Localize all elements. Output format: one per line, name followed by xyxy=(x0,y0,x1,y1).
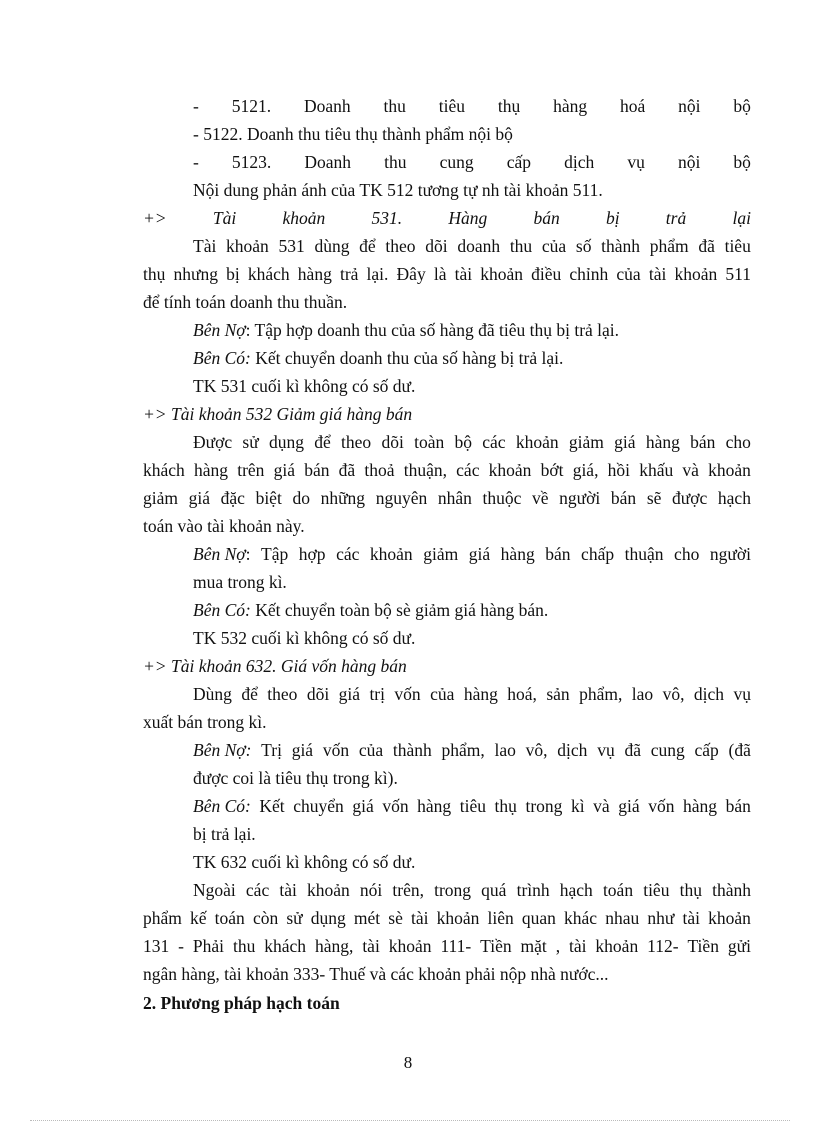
word: các xyxy=(456,460,480,480)
word: khách xyxy=(264,936,307,956)
word: giảm xyxy=(423,544,459,564)
balance-note-632: TK 632 cuối kì không có số dư. xyxy=(193,852,416,872)
text-line-tk512: Nội dung phản ánh của TK 512 tương tự nh tài khoản 511. xyxy=(193,180,603,200)
paragraph-line: để tính toán doanh thu thuần. xyxy=(143,292,348,312)
word: giảm xyxy=(568,432,604,452)
word: - xyxy=(178,936,184,956)
word: đã xyxy=(624,740,641,760)
word: phẩm xyxy=(649,236,689,256)
word: vốn xyxy=(382,796,409,816)
word: của xyxy=(541,236,567,256)
debit-entry-531 xyxy=(193,320,751,340)
word: hoá xyxy=(620,96,646,116)
word: khoản xyxy=(369,544,413,564)
paragraph-line: toán vào tài khoản này. xyxy=(143,516,305,536)
word: như xyxy=(647,908,675,928)
word: kế xyxy=(190,908,207,928)
word: dõi xyxy=(425,236,448,256)
word: hạch xyxy=(717,488,751,508)
credit-text: Kết chuyển toàn bộ sè giảm giá hàng bán. xyxy=(250,600,549,620)
word: để xyxy=(241,684,258,704)
word: nhưng xyxy=(173,264,218,284)
word: Hàng xyxy=(448,208,488,228)
word: biệt xyxy=(255,488,282,508)
word: bán xyxy=(690,432,716,452)
credit-text: Kết chuyển doanh thu của số hàng bị trả lại. xyxy=(250,348,564,368)
word: khách xyxy=(143,460,185,480)
word: hợp xyxy=(298,544,326,564)
word: Được xyxy=(193,432,233,452)
word: để xyxy=(359,236,376,256)
word: phẩm xyxy=(143,908,182,928)
paragraph-line xyxy=(193,684,751,704)
word: giá xyxy=(468,544,491,564)
paragraph-line xyxy=(143,264,751,284)
balance-note-532: TK 532 cuối kì không có số dư. xyxy=(193,628,416,648)
word: khoản xyxy=(488,460,532,480)
word: giá xyxy=(614,432,636,452)
word: Tiền xyxy=(687,936,719,956)
word: khoản xyxy=(306,880,350,900)
word: dõi xyxy=(381,432,404,452)
debit-label: Bên Nợ xyxy=(193,320,246,340)
word: thụ xyxy=(679,880,702,900)
word: trình xyxy=(516,880,550,900)
word: giảm xyxy=(143,488,178,508)
word: hàng xyxy=(683,796,718,816)
word: sản xyxy=(546,684,570,704)
heading-tk531 xyxy=(143,208,751,228)
paragraph-line xyxy=(143,460,751,480)
word: vốn xyxy=(648,796,675,816)
word: giá xyxy=(352,796,374,816)
credit-entry-531 xyxy=(193,348,751,368)
word: hàng, xyxy=(314,936,354,956)
word: người xyxy=(559,488,601,508)
word: thành xyxy=(392,740,432,760)
text-line-5123 xyxy=(193,152,751,172)
word: Kết xyxy=(259,796,285,816)
paragraph-line xyxy=(143,908,751,928)
word: 531 xyxy=(278,236,305,256)
word: vụ xyxy=(733,684,751,704)
word: vốn xyxy=(394,684,421,704)
word: tiêu xyxy=(459,796,486,816)
word: cấp xyxy=(694,740,719,760)
paragraph-line: mua trong kì. xyxy=(193,572,287,592)
word: hàng xyxy=(500,544,535,564)
word: tiêu xyxy=(438,96,465,116)
word: thu xyxy=(509,236,533,256)
word: tài xyxy=(682,908,700,928)
word: tài xyxy=(362,936,380,956)
word: vụ xyxy=(627,152,645,172)
heading-tk632: +> Tài khoản 632. Giá vốn hàng bán xyxy=(143,656,407,676)
debit-label-group xyxy=(193,544,250,564)
paragraph-line xyxy=(143,488,751,508)
word: trong xyxy=(434,880,472,900)
word: vô, xyxy=(525,740,548,760)
word: được xyxy=(672,488,708,508)
word: dụng xyxy=(268,432,304,452)
word: lao xyxy=(494,740,516,760)
word: những xyxy=(320,488,366,508)
word: các xyxy=(336,544,360,564)
word: bộ xyxy=(733,152,751,172)
word: hoá, xyxy=(507,684,537,704)
word: Phải xyxy=(192,936,225,956)
word: lại xyxy=(732,208,751,228)
word: - xyxy=(193,152,199,172)
heading-tk532: +> Tài khoản 532 Giảm giá hàng bán xyxy=(143,404,413,424)
word: giá xyxy=(273,460,295,480)
word: Tài xyxy=(212,208,237,228)
word: khoản xyxy=(226,236,269,256)
word: thu xyxy=(383,96,406,116)
word: vô, xyxy=(662,684,685,704)
debit-text: : Tập hợp doanh thu của số hàng đã tiêu thụ bị trả lại. xyxy=(245,320,620,340)
word: 112- xyxy=(647,936,679,956)
word: về xyxy=(532,488,549,508)
word: quan xyxy=(521,908,556,928)
word: của xyxy=(430,684,455,704)
word: đã xyxy=(338,460,356,480)
word: thành xyxy=(712,880,751,900)
word: phẩm, xyxy=(441,740,485,760)
text-line-5121 xyxy=(193,96,751,116)
word: thu xyxy=(232,936,256,956)
word: cung xyxy=(439,152,474,172)
word: của xyxy=(616,264,641,284)
word: thuộc xyxy=(482,488,522,508)
word: 511 xyxy=(725,264,751,284)
word: giá xyxy=(188,488,211,508)
word: hồi xyxy=(607,460,631,480)
word: Tài xyxy=(193,236,217,256)
word: , xyxy=(555,936,561,956)
word: hàng xyxy=(553,96,588,116)
word: phẩm, xyxy=(579,684,623,704)
word: khoản xyxy=(708,908,751,928)
word: hàng xyxy=(417,796,452,816)
word: vốn xyxy=(322,740,350,760)
paragraph-line: xuất bán trong kì. xyxy=(143,712,267,732)
word: liên xyxy=(487,908,514,928)
word: điều xyxy=(531,264,562,284)
word: khoản xyxy=(480,264,523,284)
word: chuyển xyxy=(293,796,344,816)
credit-entry-632 xyxy=(193,796,751,816)
word: và xyxy=(682,460,699,480)
credit-entry-532 xyxy=(193,600,751,620)
word: thụ xyxy=(494,796,517,816)
paragraph-line: được coi là tiêu thụ trong kì). xyxy=(193,768,398,788)
word: trả xyxy=(665,208,687,228)
word: cho xyxy=(674,544,700,564)
word: trên, xyxy=(392,880,424,900)
word: bán xyxy=(533,208,560,228)
word: thụ xyxy=(143,264,166,284)
paragraph-line xyxy=(143,936,751,956)
word: mặt xyxy=(520,936,547,956)
word: Dùng xyxy=(193,684,232,704)
word: thành xyxy=(601,236,641,256)
word: nói xyxy=(359,880,383,900)
word: tài xyxy=(410,908,429,928)
word: nhau xyxy=(605,908,640,928)
word: hàng xyxy=(193,460,229,480)
word: Ngoài xyxy=(193,880,236,900)
word: - xyxy=(193,96,199,116)
word: bị xyxy=(226,264,240,284)
word: toàn xyxy=(414,432,445,452)
balance-note-531: TK 531 cuối kì không có số dư. xyxy=(193,376,416,396)
word: tài xyxy=(454,264,473,284)
word: khoản xyxy=(282,208,326,228)
word: khác xyxy=(564,908,598,928)
footer-divider xyxy=(30,1120,790,1121)
word: trị xyxy=(369,684,385,704)
word: 5123. xyxy=(231,152,272,172)
word: (đã xyxy=(728,740,751,760)
paragraph-line xyxy=(193,432,751,452)
word: Doanh xyxy=(303,96,351,116)
word: hàng xyxy=(463,684,498,704)
word: tiêu xyxy=(724,236,751,256)
word: trả xyxy=(339,264,359,284)
word: khoản xyxy=(436,908,480,928)
word: các xyxy=(245,880,270,900)
word: Tập xyxy=(261,544,289,564)
word: trong xyxy=(525,796,563,816)
word: lại. xyxy=(366,264,389,284)
word: vụ xyxy=(597,740,615,760)
word: +> xyxy=(143,208,167,228)
word: nhân xyxy=(437,488,472,508)
word: thoả xyxy=(364,460,395,480)
word: 131 xyxy=(143,936,170,956)
word: dịch xyxy=(564,152,595,172)
word: nội xyxy=(678,96,701,116)
word: bộ xyxy=(454,432,472,452)
word: trên xyxy=(237,460,265,480)
word: Trị xyxy=(261,740,282,760)
word: sè xyxy=(388,908,403,928)
word: bộ xyxy=(733,96,751,116)
word: khoản xyxy=(388,936,432,956)
word: theo xyxy=(267,684,298,704)
word: thụ xyxy=(497,96,521,116)
word: thuận, xyxy=(403,460,447,480)
word: hạch xyxy=(559,880,593,900)
word: tài xyxy=(279,880,297,900)
word: sử xyxy=(242,432,259,452)
credit-label: Bên Có: xyxy=(193,796,251,816)
word: còn xyxy=(252,908,279,928)
word: dõi xyxy=(306,684,330,704)
word: khấu xyxy=(639,460,674,480)
credit-label: Bên Có: xyxy=(193,348,251,368)
debit-entry-532 xyxy=(193,544,751,564)
word: tiêu xyxy=(643,880,670,900)
word: cấp xyxy=(506,152,532,172)
word: đặc xyxy=(220,488,245,508)
paragraph-line: bị trả lại. xyxy=(193,824,256,844)
word: sử xyxy=(286,908,303,928)
word: chấp xyxy=(581,544,615,564)
paragraph-line xyxy=(193,880,751,900)
word: doanh xyxy=(457,236,501,256)
word: bán xyxy=(545,544,571,564)
page-number: 8 xyxy=(403,1053,413,1072)
word: toán xyxy=(602,880,634,900)
word: 111- xyxy=(440,936,472,956)
word: để xyxy=(314,432,331,452)
word: dịch xyxy=(693,684,725,704)
word: do xyxy=(292,488,310,508)
word: bị xyxy=(605,208,620,228)
word: dịch xyxy=(557,740,588,760)
word: thuận xyxy=(624,544,664,564)
word: tài xyxy=(648,264,667,284)
word: bán xyxy=(725,796,751,816)
word: mét xyxy=(353,908,381,928)
word: hàng xyxy=(645,432,680,452)
word: bớt xyxy=(540,460,564,480)
word: khách xyxy=(247,264,290,284)
credit-label: Bên Có: xyxy=(193,600,251,620)
word: người xyxy=(709,544,751,564)
word: theo xyxy=(385,236,416,256)
word: đã xyxy=(698,236,715,256)
word: chỉnh xyxy=(569,264,609,284)
word: khoản xyxy=(708,460,751,480)
section-heading: 2. Phương pháp hạch toán xyxy=(143,993,340,1013)
word: : xyxy=(245,544,251,564)
word: khoản xyxy=(515,432,559,452)
word: 5121. xyxy=(231,96,272,116)
word: toán xyxy=(214,908,245,928)
word: tài xyxy=(569,936,587,956)
word: bán xyxy=(610,488,637,508)
text-line-5122: - 5122. Doanh thu tiêu thụ thành phẩm nội bộ xyxy=(193,124,513,144)
word: nguyên xyxy=(375,488,428,508)
word: các xyxy=(482,432,506,452)
word: thu xyxy=(384,152,407,172)
word: bán xyxy=(304,460,330,480)
word: khoản xyxy=(674,264,718,284)
word: giá, xyxy=(572,460,599,480)
word: dùng xyxy=(314,236,350,256)
paragraph-line xyxy=(193,236,751,256)
word: Tiền xyxy=(480,936,512,956)
word: của xyxy=(358,740,384,760)
debit-label: Bên Nợ xyxy=(193,544,246,564)
word: Đây xyxy=(396,264,426,284)
debit-label: Bên Nợ: xyxy=(193,740,252,760)
word: hàng xyxy=(297,264,332,284)
word: 531. xyxy=(371,208,403,228)
word: giá xyxy=(618,796,640,816)
word: quá xyxy=(481,880,507,900)
word: kì xyxy=(570,796,585,816)
word: nội xyxy=(677,152,701,172)
word: và xyxy=(593,796,610,816)
word: cho xyxy=(725,432,751,452)
word: khoản xyxy=(595,936,639,956)
word: sẽ xyxy=(646,488,662,508)
word: số xyxy=(575,236,592,256)
word: cung xyxy=(650,740,685,760)
word: dụng xyxy=(310,908,346,928)
word: Doanh xyxy=(304,152,352,172)
paragraph-line: ngân hàng, tài khoản 333- Thuế và các khoản phải nộp nhà nước... xyxy=(143,964,609,984)
debit-entry-632 xyxy=(193,740,751,760)
word: lao xyxy=(631,684,654,704)
word: là xyxy=(433,264,447,284)
word: theo xyxy=(341,432,372,452)
word: gửi xyxy=(727,936,751,956)
word: giá xyxy=(291,740,314,760)
word: giá xyxy=(338,684,361,704)
